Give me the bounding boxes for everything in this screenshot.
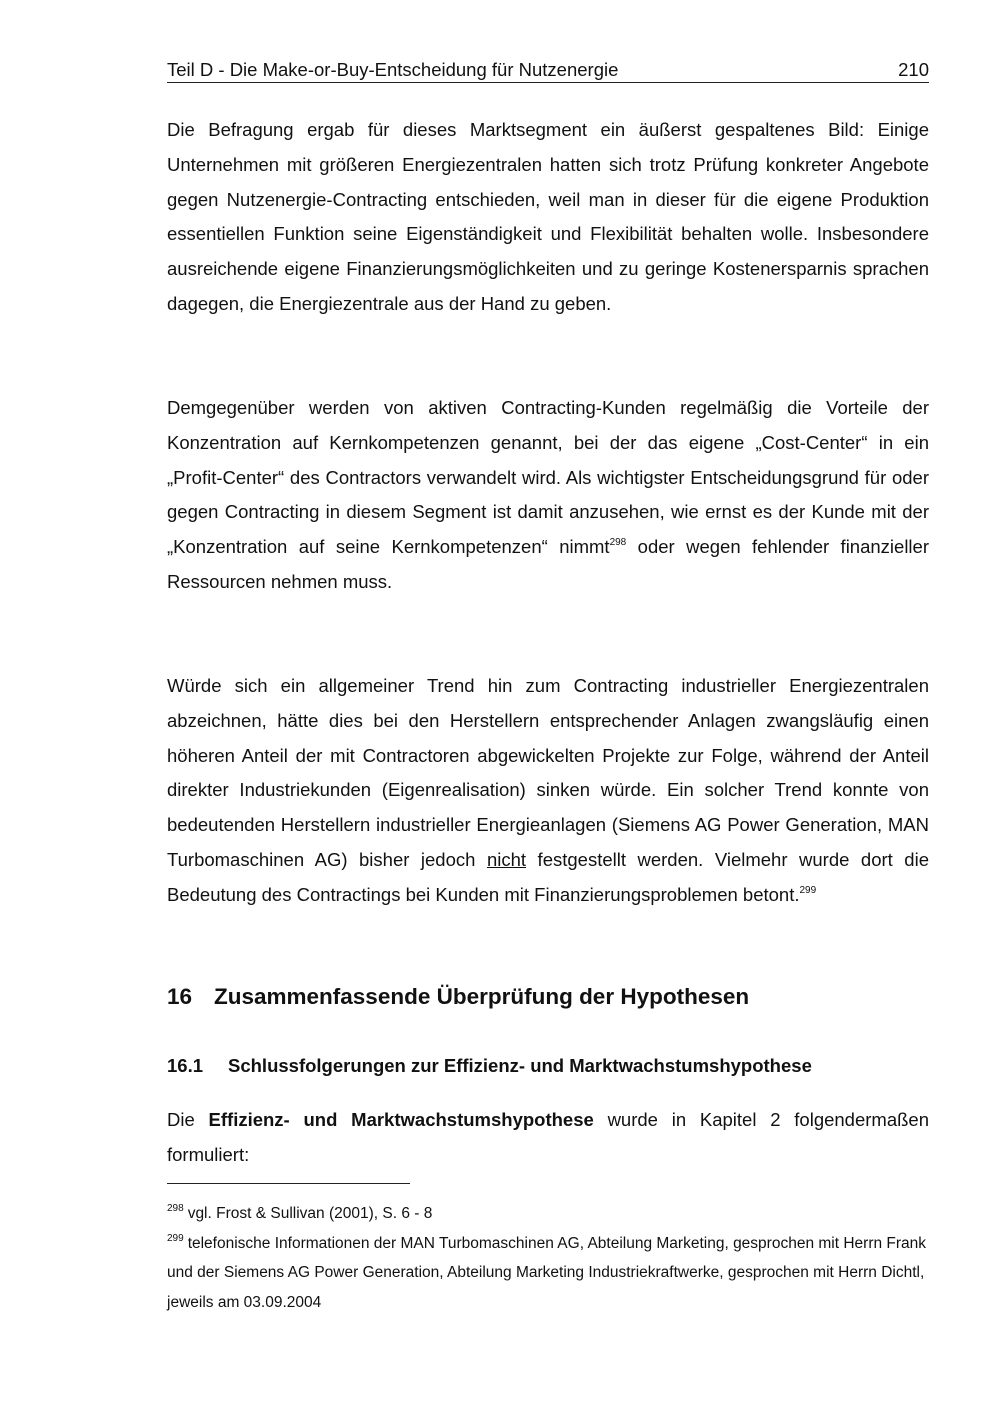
footnote-number: 298 (167, 1203, 184, 1214)
footnotes (167, 1199, 929, 1317)
page-number: 210 (898, 59, 929, 80)
subsection-number: 16.1 (167, 1055, 204, 1076)
footnote-separator (167, 1183, 410, 1184)
paragraph-3-text: Würde sich ein allgemeiner Trend hin zum Contracting industrieller Energiezentralen abzeichnen, hätte dies bei den Herstellern entsprechender Anlagen zwangsläufig einen höheren Anteil der mit Contractoren abgewickelten Projekte zur Folge, während der Anteil direkter Industriekunden (Eigenrealisation) sinken würde. Ein solcher Trend konnte von bedeutenden Herstellern industrieller Energieanlagen (Siemens AG Power Generation, MAN Turbomaschinen AG) bisher jedoch (167, 675, 929, 870)
footnote-ref-298[interactable]: 298 (609, 537, 627, 549)
footnote-298 (167, 1199, 929, 1229)
paragraph-4 (167, 1103, 929, 1173)
header-title: Teil D - Die Make-or-Buy-Entscheidung für Nutzenergie (167, 59, 619, 80)
footnote-text: telefonische Informationen der MAN Turbomaschinen AG, Abteilung Marketing, gesprochen mit Herrn Frank und der Siemens AG Power Generation, Abteilung Marketing Industriekraftwerke, gesprochen mit Herrn Dichtl, jeweils am 03.09.2004 (167, 1234, 927, 1311)
section-title: Zusammenfassende Überprüfung der Hypothesen (214, 984, 750, 1009)
subsection-heading (167, 1052, 929, 1080)
paragraph-3-text-end: festgestellt werden. Vielmehr wurde dort die Bedeutung des Contractings bei Kunden mit Finanzierungsproblemen betont. (167, 848, 929, 905)
footnote-text: vgl. Frost & Sullivan (2001), S. 6 - 8 (187, 1205, 433, 1222)
section-number: 16 (167, 984, 193, 1009)
paragraph-2 (167, 391, 929, 600)
paragraph-1: Die Befragung ergab für dieses Marktsegment ein äußerst gespaltenes Bild: Einige Unternehmen mit größeren Energiezentralen hatten sich trotz Prüfung konkreter Angebote gegen Nutzenergie-Contracting entschieden, weil man in dieser für die eigene Produktion essentiellen Funktion seine Eigenständigkeit und Flexibilität behalten wolle. Insbesondere ausreichende eigene Finanzierungsmöglichkeiten und zu geringe Kostenersparnis sprachen dagegen, die Energiezentrale aus der Hand zu geben. (167, 119, 929, 314)
footnote-ref-299[interactable]: 299 (799, 884, 817, 896)
footnote-299 (167, 1229, 929, 1318)
bold-term: Effizienz- und Marktwachstumshypothese (208, 1109, 594, 1130)
paragraph-4-text: Die (167, 1109, 209, 1130)
paragraph-4-text-end: wurde in Kapitel 2 folgendermaßen formuliert: (167, 1109, 930, 1165)
footnote-number: 299 (167, 1232, 184, 1244)
paragraph-2-text-end: oder wegen fehlender finanzieller Ressourcen nehmen muss. (167, 536, 929, 592)
paragraph-2-text: Demgegenüber werden von aktiven Contracting-Kunden regelmäßig die Vorteile der Konzentration auf Kernkompetenzen genannt, bei der das eigene „Cost-Center“ in ein „Profit-Center“ des Contractors verwandelt wird. Als wichtigster Entscheidungsgrund für oder gegen Contracting in diesem Segment ist damit anzusehen, wie ernst es der Kunde mit der „Konzentration auf seine Kernkompetenzen“ nimmt (167, 397, 929, 558)
underlined-word: nicht (486, 848, 527, 870)
running-header (167, 58, 929, 83)
subsection-title: Schlussfolgerungen zur Effizienz- und Marktwachstumshypothese (228, 1055, 812, 1076)
section-heading (167, 980, 929, 1014)
paragraph-3 (167, 669, 929, 913)
